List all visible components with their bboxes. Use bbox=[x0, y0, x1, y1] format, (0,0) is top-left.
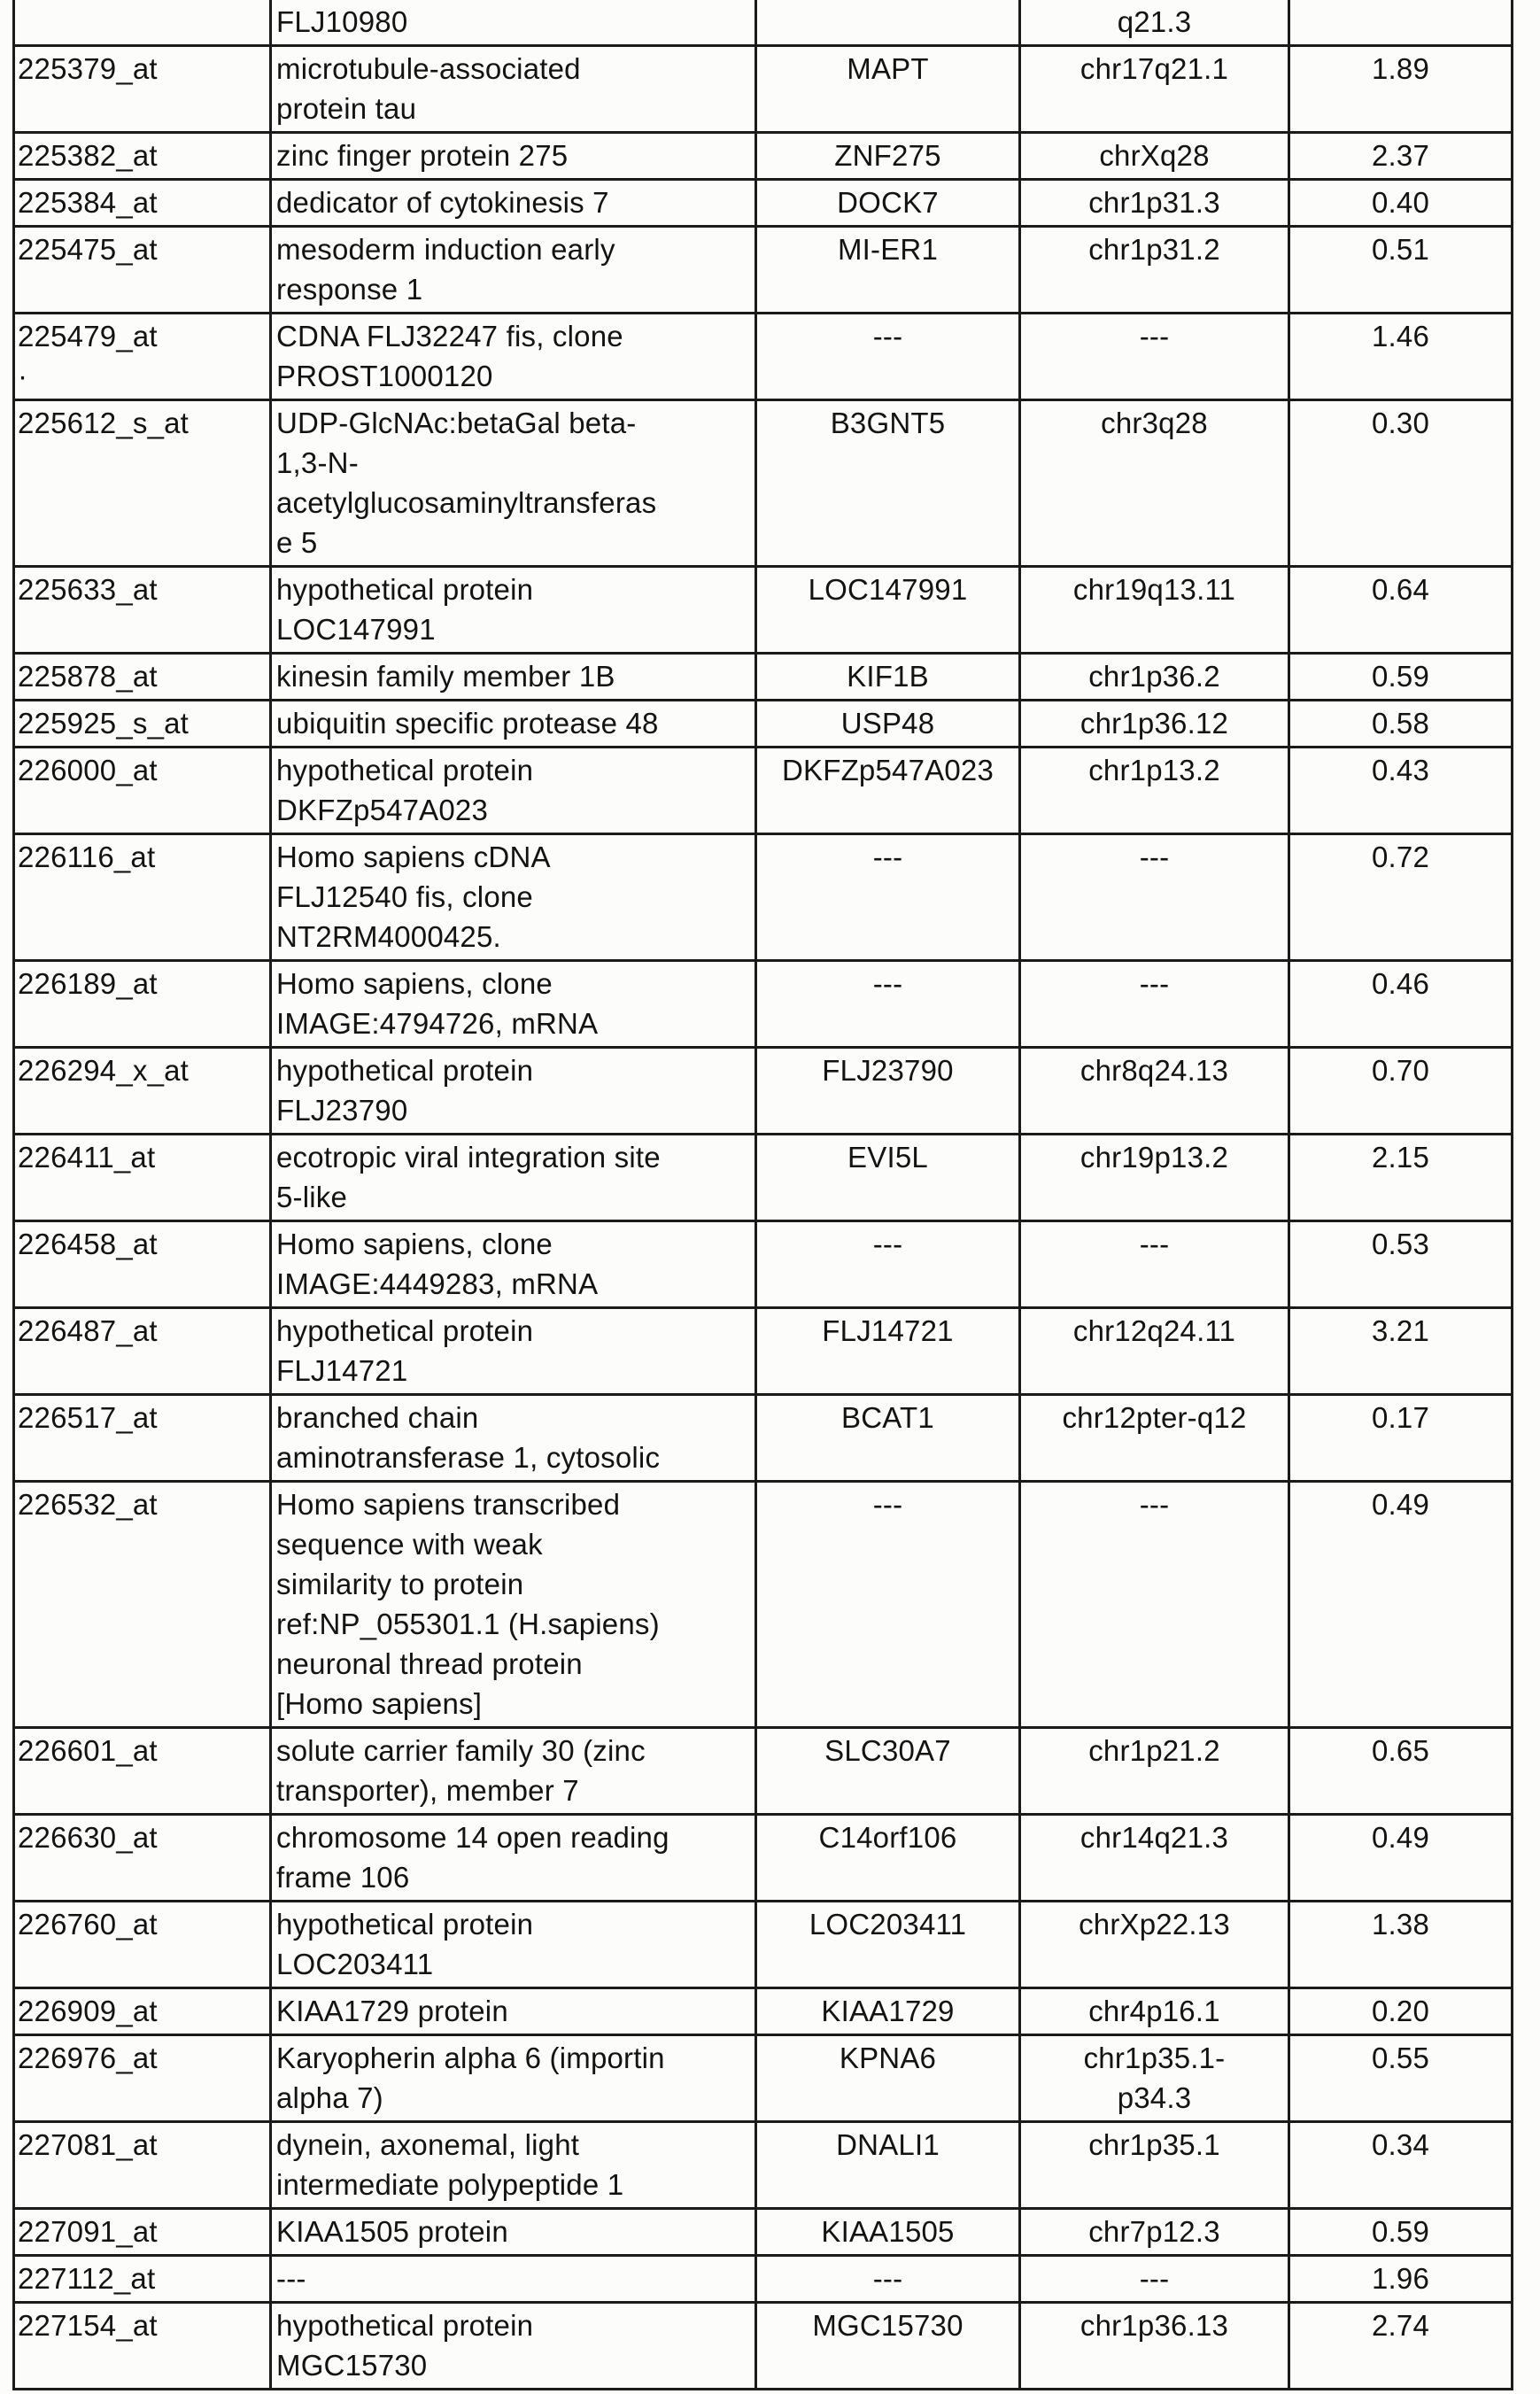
value-cell: 0.59 bbox=[1289, 2209, 1513, 2256]
gene-symbol-cell: MGC15730 bbox=[756, 2303, 1020, 2390]
probe-id-cell: 225878_at bbox=[14, 654, 271, 701]
probe-id-cell: 226532_at bbox=[14, 1482, 271, 1728]
probe-id-cell: 226601_at bbox=[14, 1728, 271, 1815]
description-cell: dedicator of cytokinesis 7 bbox=[271, 180, 756, 227]
gene-symbol-cell: C14orf106 bbox=[756, 1815, 1020, 1902]
gene-symbol-cell: SLC30A7 bbox=[756, 1728, 1020, 1815]
location-cell: chr14q21.3 bbox=[1020, 1815, 1289, 1902]
value-cell: 1.38 bbox=[1289, 1902, 1513, 1988]
location-cell: chr19q13.11 bbox=[1020, 567, 1289, 654]
location-cell: chr3q28 bbox=[1020, 400, 1289, 567]
gene-symbol-cell: --- bbox=[756, 1221, 1020, 1308]
table-row bbox=[14, 180, 1513, 227]
table-row bbox=[14, 1048, 1513, 1135]
table-row bbox=[14, 1395, 1513, 1482]
table-row bbox=[14, 748, 1513, 834]
location-cell: --- bbox=[1020, 961, 1289, 1048]
value-cell: 2.15 bbox=[1289, 1135, 1513, 1221]
gene-symbol-cell: FLJ23790 bbox=[756, 1048, 1020, 1135]
description-cell: mesoderm induction early response 1 bbox=[271, 227, 756, 314]
table-row bbox=[14, 1221, 1513, 1308]
probe-id-cell: 226487_at bbox=[14, 1308, 271, 1395]
table-row bbox=[14, 2035, 1513, 2122]
description-cell: solute carrier family 30 (zinc transporter), member 7 bbox=[271, 1728, 756, 1815]
gene-symbol-cell: B3GNT5 bbox=[756, 400, 1020, 567]
location-cell: chr1p13.2 bbox=[1020, 748, 1289, 834]
location-cell: chrXq28 bbox=[1020, 133, 1289, 180]
table-body bbox=[14, 0, 1513, 2390]
location-cell: chr1p31.2 bbox=[1020, 227, 1289, 314]
gene-symbol-cell: KIAA1505 bbox=[756, 2209, 1020, 2256]
value-cell: 0.20 bbox=[1289, 1988, 1513, 2035]
location-cell: --- bbox=[1020, 314, 1289, 400]
gene-expression-table bbox=[12, 0, 1513, 2390]
table-row bbox=[14, 1988, 1513, 2035]
table-row bbox=[14, 834, 1513, 961]
table-row bbox=[14, 1482, 1513, 1728]
description-cell: Karyopherin alpha 6 (importin alpha 7) bbox=[271, 2035, 756, 2122]
description-cell: hypothetical protein DKFZp547A023 bbox=[271, 748, 756, 834]
probe-id-cell: 226976_at bbox=[14, 2035, 271, 2122]
gene-symbol-cell: --- bbox=[756, 961, 1020, 1048]
probe-id-cell bbox=[14, 0, 271, 46]
table-row bbox=[14, 1135, 1513, 1221]
value-cell: 0.65 bbox=[1289, 1728, 1513, 1815]
location-cell: chr12pter-q12 bbox=[1020, 1395, 1289, 1482]
description-cell: branched chain aminotransferase 1, cytosolic bbox=[271, 1395, 756, 1482]
gene-symbol-cell: LOC147991 bbox=[756, 567, 1020, 654]
gene-symbol-cell: MAPT bbox=[756, 46, 1020, 133]
table-row bbox=[14, 567, 1513, 654]
value-cell: 0.30 bbox=[1289, 400, 1513, 567]
probe-id-cell: 227112_at bbox=[14, 2256, 271, 2303]
location-cell: chr1p35.1- p34.3 bbox=[1020, 2035, 1289, 2122]
location-cell: --- bbox=[1020, 2256, 1289, 2303]
value-cell: 0.51 bbox=[1289, 227, 1513, 314]
probe-id-cell: 226294_x_at bbox=[14, 1048, 271, 1135]
probe-id-cell: 225479_at · bbox=[14, 314, 271, 400]
value-cell: 0.55 bbox=[1289, 2035, 1513, 2122]
value-cell: 0.59 bbox=[1289, 654, 1513, 701]
probe-id-cell: 226189_at bbox=[14, 961, 271, 1048]
value-cell: 0.40 bbox=[1289, 180, 1513, 227]
description-cell: KIAA1729 protein bbox=[271, 1988, 756, 2035]
description-cell: KIAA1505 protein bbox=[271, 2209, 756, 2256]
probe-id-cell: 227154_at bbox=[14, 2303, 271, 2390]
location-cell: chr17q21.1 bbox=[1020, 46, 1289, 133]
description-cell: ubiquitin specific protease 48 bbox=[271, 701, 756, 748]
table-row bbox=[14, 46, 1513, 133]
location-cell: chr7p12.3 bbox=[1020, 2209, 1289, 2256]
location-cell: chr1p21.2 bbox=[1020, 1728, 1289, 1815]
value-cell: 0.72 bbox=[1289, 834, 1513, 961]
gene-symbol-cell: DKFZp547A023 bbox=[756, 748, 1020, 834]
probe-id-cell: 225379_at bbox=[14, 46, 271, 133]
location-cell: --- bbox=[1020, 1482, 1289, 1728]
table-row bbox=[14, 2209, 1513, 2256]
table-row bbox=[14, 0, 1513, 46]
location-cell: q21.3 bbox=[1020, 0, 1289, 46]
table-row bbox=[14, 314, 1513, 400]
probe-id-cell: 225633_at bbox=[14, 567, 271, 654]
table-row bbox=[14, 1308, 1513, 1395]
value-cell: 0.64 bbox=[1289, 567, 1513, 654]
location-cell: chr1p36.13 bbox=[1020, 2303, 1289, 2390]
description-cell: zinc finger protein 275 bbox=[271, 133, 756, 180]
probe-id-cell: 226517_at bbox=[14, 1395, 271, 1482]
probe-id-cell: 227081_at bbox=[14, 2122, 271, 2209]
location-cell: chr1p36.2 bbox=[1020, 654, 1289, 701]
probe-id-cell: 227091_at bbox=[14, 2209, 271, 2256]
location-cell: --- bbox=[1020, 1221, 1289, 1308]
gene-symbol-cell: EVI5L bbox=[756, 1135, 1020, 1221]
location-cell: chr12q24.11 bbox=[1020, 1308, 1289, 1395]
value-cell: 0.46 bbox=[1289, 961, 1513, 1048]
gene-symbol-cell: --- bbox=[756, 314, 1020, 400]
location-cell: chr1p35.1 bbox=[1020, 2122, 1289, 2209]
gene-symbol-cell: FLJ14721 bbox=[756, 1308, 1020, 1395]
value-cell: 1.89 bbox=[1289, 46, 1513, 133]
value-cell: 0.34 bbox=[1289, 2122, 1513, 2209]
value-cell: 2.74 bbox=[1289, 2303, 1513, 2390]
value-cell: 1.46 bbox=[1289, 314, 1513, 400]
description-cell: hypothetical protein LOC203411 bbox=[271, 1902, 756, 1988]
gene-symbol-cell: --- bbox=[756, 1482, 1020, 1728]
description-cell: --- bbox=[271, 2256, 756, 2303]
gene-symbol-cell: KIAA1729 bbox=[756, 1988, 1020, 2035]
table-row bbox=[14, 133, 1513, 180]
table-row bbox=[14, 2122, 1513, 2209]
table-row bbox=[14, 2256, 1513, 2303]
probe-id-cell: 225384_at bbox=[14, 180, 271, 227]
description-cell: hypothetical protein MGC15730 bbox=[271, 2303, 756, 2390]
value-cell: 0.70 bbox=[1289, 1048, 1513, 1135]
location-cell: chr8q24.13 bbox=[1020, 1048, 1289, 1135]
probe-id-cell: 225382_at bbox=[14, 133, 271, 180]
probe-id-cell: 226909_at bbox=[14, 1988, 271, 2035]
table-row bbox=[14, 961, 1513, 1048]
location-cell: chr19p13.2 bbox=[1020, 1135, 1289, 1221]
table-row bbox=[14, 2303, 1513, 2390]
description-cell: ecotropic viral integration site 5-like bbox=[271, 1135, 756, 1221]
description-cell: hypothetical protein FLJ14721 bbox=[271, 1308, 756, 1395]
description-cell: Homo sapiens transcribed sequence with weak similarity to protein ref:NP_055301.1 (H.sapiens) neuronal thread protein [Homo sapiens] bbox=[271, 1482, 756, 1728]
table-row bbox=[14, 654, 1513, 701]
gene-symbol-cell: BCAT1 bbox=[756, 1395, 1020, 1482]
location-cell: chr4p16.1 bbox=[1020, 1988, 1289, 2035]
gene-symbol-cell: KPNA6 bbox=[756, 2035, 1020, 2122]
description-cell: CDNA FLJ32247 fis, clone PROST1000120 bbox=[271, 314, 756, 400]
value-cell: 0.49 bbox=[1289, 1482, 1513, 1728]
table-row bbox=[14, 701, 1513, 748]
description-cell: UDP-GlcNAc:betaGal beta- 1,3-N- acetylglucosaminyltransferas e 5 bbox=[271, 400, 756, 567]
probe-id-cell: 226630_at bbox=[14, 1815, 271, 1902]
table-row bbox=[14, 1902, 1513, 1988]
probe-id-cell: 226116_at bbox=[14, 834, 271, 961]
gene-symbol-cell: ZNF275 bbox=[756, 133, 1020, 180]
gene-symbol-cell: MI-ER1 bbox=[756, 227, 1020, 314]
probe-id-cell: 226000_at bbox=[14, 748, 271, 834]
location-cell: --- bbox=[1020, 834, 1289, 961]
location-cell: chr1p36.12 bbox=[1020, 701, 1289, 748]
location-cell: chr1p31.3 bbox=[1020, 180, 1289, 227]
table-row bbox=[14, 227, 1513, 314]
description-cell: FLJ10980 bbox=[271, 0, 756, 46]
description-cell: Homo sapiens cDNA FLJ12540 fis, clone NT2RM4000425. bbox=[271, 834, 756, 961]
value-cell: 0.58 bbox=[1289, 701, 1513, 748]
probe-id-cell: 226760_at bbox=[14, 1902, 271, 1988]
table-row bbox=[14, 400, 1513, 567]
value-cell: 3.21 bbox=[1289, 1308, 1513, 1395]
value-cell: 1.96 bbox=[1289, 2256, 1513, 2303]
probe-id-cell: 225925_s_at bbox=[14, 701, 271, 748]
probe-id-cell: 226458_at bbox=[14, 1221, 271, 1308]
value-cell: 2.37 bbox=[1289, 133, 1513, 180]
description-cell: kinesin family member 1B bbox=[271, 654, 756, 701]
description-cell: Homo sapiens, clone IMAGE:4449283, mRNA bbox=[271, 1221, 756, 1308]
description-cell: Homo sapiens, clone IMAGE:4794726, mRNA bbox=[271, 961, 756, 1048]
table-row bbox=[14, 1815, 1513, 1902]
location-cell: chrXp22.13 bbox=[1020, 1902, 1289, 1988]
description-cell: chromosome 14 open reading frame 106 bbox=[271, 1815, 756, 1902]
description-cell: hypothetical protein FLJ23790 bbox=[271, 1048, 756, 1135]
probe-id-cell: 225475_at bbox=[14, 227, 271, 314]
gene-symbol-cell: KIF1B bbox=[756, 654, 1020, 701]
table-row bbox=[14, 1728, 1513, 1815]
gene-symbol-cell: DOCK7 bbox=[756, 180, 1020, 227]
gene-symbol-cell: DNALI1 bbox=[756, 2122, 1020, 2209]
description-cell: dynein, axonemal, light intermediate polypeptide 1 bbox=[271, 2122, 756, 2209]
probe-id-cell: 225612_s_at bbox=[14, 400, 271, 567]
gene-symbol-cell bbox=[756, 0, 1020, 46]
value-cell: 0.43 bbox=[1289, 748, 1513, 834]
gene-symbol-cell: --- bbox=[756, 834, 1020, 961]
gene-symbol-cell: USP48 bbox=[756, 701, 1020, 748]
value-cell bbox=[1289, 0, 1513, 46]
gene-symbol-cell: LOC203411 bbox=[756, 1902, 1020, 1988]
value-cell: 0.53 bbox=[1289, 1221, 1513, 1308]
description-cell: hypothetical protein LOC147991 bbox=[271, 567, 756, 654]
value-cell: 0.49 bbox=[1289, 1815, 1513, 1902]
description-cell: microtubule-associated protein tau bbox=[271, 46, 756, 133]
gene-symbol-cell: --- bbox=[756, 2256, 1020, 2303]
probe-id-cell: 226411_at bbox=[14, 1135, 271, 1221]
value-cell: 0.17 bbox=[1289, 1395, 1513, 1482]
